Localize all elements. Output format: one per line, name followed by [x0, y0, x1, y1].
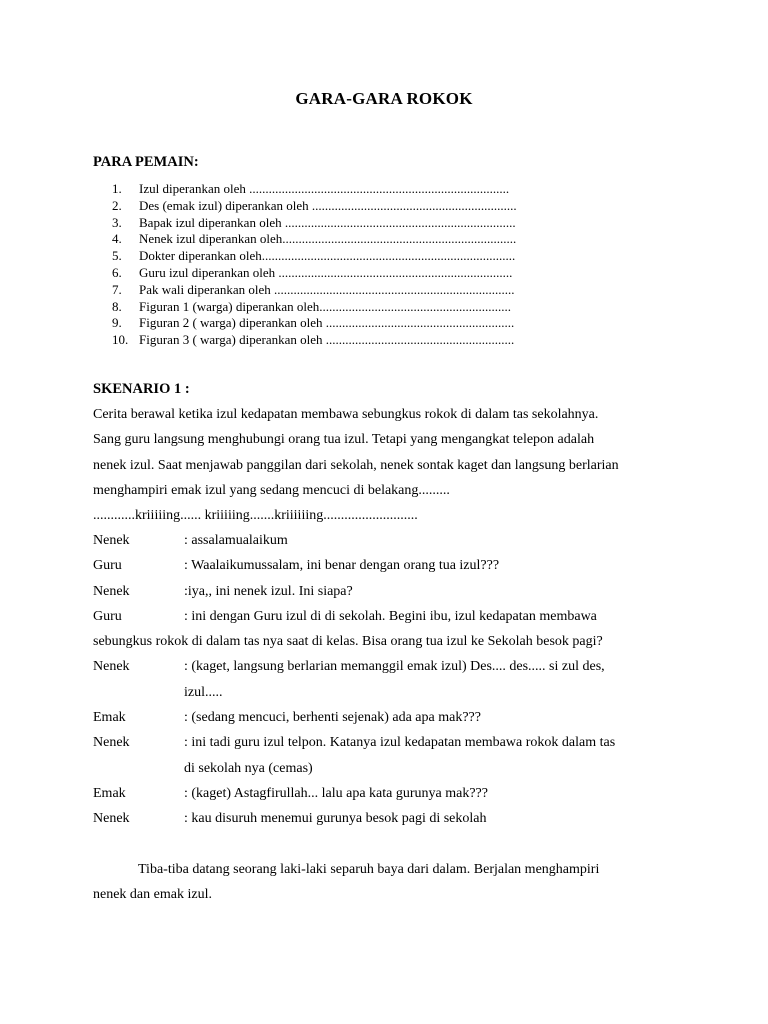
speaker: Nenek — [93, 659, 130, 675]
line-text: : (kaget, langsung berlarian memanggil emak izul) Des.... des..... si zul des, — [184, 659, 605, 675]
speaker: Emak — [93, 710, 126, 726]
cast-list — [112, 181, 517, 349]
cast-item: 3. Bapak izul diperankan oleh ....................................................................... — [112, 214, 516, 230]
speaker: Nenek — [93, 583, 130, 599]
intro-line: menghampiri emak izul yang sedang mencuci di belakang......... — [93, 482, 450, 498]
intro-line: nenek izul. Saat menjawab panggilan dari sekolah, nenek sontak kaget dan langsung berlarian — [93, 457, 619, 473]
dialogue-line — [93, 654, 615, 679]
cast-item: 4. Nenek izul diperankan oleh........................................................................ — [112, 231, 517, 247]
cast-item: 7. Pak wali diperankan oleh .......................................................................... — [112, 281, 515, 297]
speaker: Nenek — [93, 735, 130, 751]
narration-line: Tiba-tiba datang seorang laki-laki separuh baya dari dalam. Berjalan menghampiri — [138, 862, 600, 877]
intro-line: Sang guru langsung menghubungi orang tua izul. Tetapi yang mengangkat telepon adalah — [93, 432, 595, 448]
dialogue-line — [93, 705, 615, 730]
scene-heading: SKENARIO 1 : — [93, 381, 190, 397]
line-text: : (kaget) Astagfirullah... lalu apa kata gurunya mak??? — [184, 785, 488, 801]
intro-line: ............kriiiiing...... kriiiiing.......kriiiiiing........................... — [93, 508, 418, 524]
narration-line: nenek dan emak izul. — [93, 887, 212, 903]
dialogue-continuation: sebungkus rokok di dalam tas nya saat di kelas. Bisa orang tua izul ke Sekolah besok pagi? — [93, 634, 603, 650]
dialogue-line — [93, 806, 615, 831]
cast-item: 10. Figuran 3 ( warga) diperankan oleh .......................................................... — [112, 332, 515, 348]
dialogue-line — [93, 604, 615, 629]
dialogue-line — [93, 579, 615, 604]
intro-line: Cerita berawal ketika izul kedapatan membawa sebungkus rokok di dalam tas sekolahnya. — [93, 407, 599, 422]
cast-heading: PARA PEMAIN: — [93, 154, 199, 170]
cast-item: 1. Izul diperankan oleh ................................................................................ — [112, 181, 510, 196]
dialogue-line — [93, 553, 615, 578]
line-text: :iya,, ini nenek izul. Ini siapa? — [184, 583, 353, 599]
line-text: : ini dengan Guru izul di di sekolah. Begini ibu, izul kedapatan membawa — [184, 608, 597, 624]
narration — [93, 857, 599, 908]
line-text: : ini tadi guru izul telpon. Katanya izul kedapatan membawa rokok dalam tas — [184, 735, 616, 751]
dialogue-line — [93, 781, 615, 806]
cast-item: 5. Dokter diperankan oleh.............................................................................. — [112, 248, 516, 264]
line-text: : Waalaikumussalam, ini benar dengan orang tua izul??? — [184, 558, 500, 574]
scene-intro — [93, 402, 693, 528]
dialogue — [93, 528, 615, 832]
speaker: Nenek — [93, 811, 130, 827]
speaker: Nenek — [93, 533, 130, 548]
dialogue-continuation: di sekolah nya (cemas) — [184, 760, 313, 776]
cast-item: 9. Figuran 2 ( warga) diperankan oleh .......................................................... — [112, 315, 515, 331]
document-title: GARA-GARA ROKOK — [295, 89, 473, 108]
dialogue-line — [93, 528, 615, 553]
speaker: Emak — [93, 785, 126, 801]
cast-item: 6. Guru izul diperankan oleh ........................................................................ — [112, 264, 513, 280]
line-text: : (sedang mencuci, berhenti sejenak) ada apa mak??? — [184, 710, 481, 726]
line-text: : assalamualaikum — [184, 533, 288, 548]
cast-item: 2. Des (emak izul) diperankan oleh ............................................................... — [112, 197, 517, 213]
speaker: Guru — [93, 558, 122, 574]
dialogue-line — [93, 730, 615, 755]
speaker: Guru — [93, 608, 122, 624]
cast-item: 8. Figuran 1 (warga) diperankan oleh........................................................... — [112, 298, 512, 314]
dialogue-continuation: izul..... — [184, 684, 223, 700]
line-text: : kau disuruh menemui gurunya besok pagi di sekolah — [184, 811, 487, 827]
